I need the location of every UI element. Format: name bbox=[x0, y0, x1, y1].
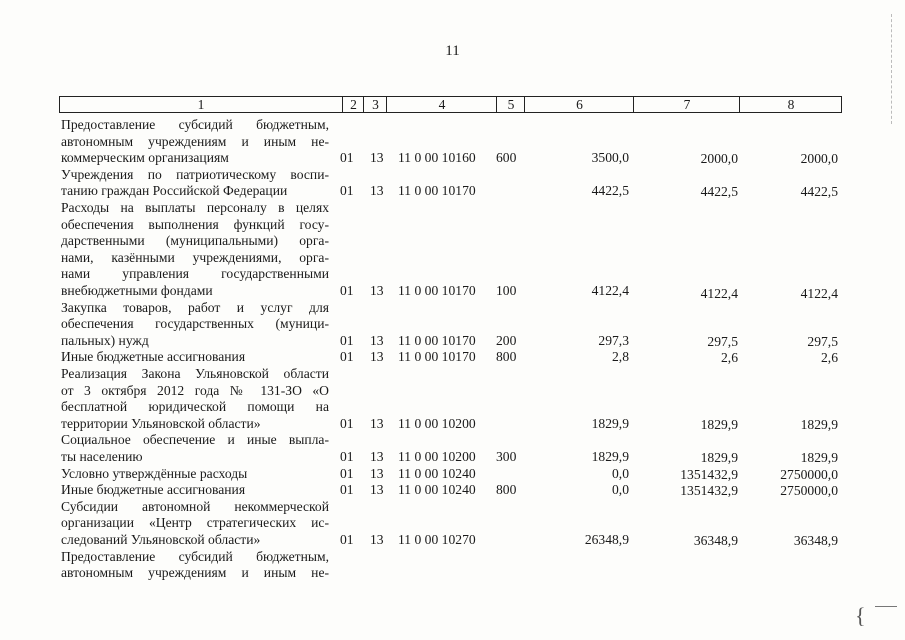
amount-col-8: 2750000,0 bbox=[780, 483, 838, 499]
row-description bbox=[61, 549, 329, 582]
amount-col-8: 36348,9 bbox=[793, 532, 838, 548]
scan-edge bbox=[891, 14, 893, 124]
description-line: территории Ульяновской области» bbox=[61, 415, 261, 431]
subsection-code: 13 bbox=[370, 349, 384, 365]
amount-col-6: 3500,0 bbox=[591, 150, 629, 166]
subsection-code: 13 bbox=[370, 448, 384, 464]
description-line: Предоставление субсидий бюджетным, bbox=[61, 548, 329, 564]
subsection-code: 13 bbox=[370, 183, 384, 199]
expense-type-code: 100 bbox=[496, 283, 517, 298]
amount-col-8: 4122,4 bbox=[800, 286, 838, 301]
description-line: Предоставление субсидий бюджетным, bbox=[61, 117, 329, 132]
row-description bbox=[61, 167, 329, 200]
header-col-2: 2 bbox=[342, 97, 364, 112]
target-article-code: 11 0 00 10160 bbox=[398, 150, 476, 166]
subsection-code: 13 bbox=[370, 482, 384, 498]
amount-col-7: 4422,5 bbox=[700, 184, 738, 200]
amount-col-6: 4122,4 bbox=[591, 283, 629, 298]
header-col-4: 4 bbox=[386, 97, 497, 112]
row-description bbox=[61, 200, 329, 300]
expense-type-code: 200 bbox=[496, 332, 517, 348]
description-line: от 3 октября 2012 года № 131-ЗО «О bbox=[61, 382, 329, 398]
target-article-code: 11 0 00 10240 bbox=[398, 482, 476, 498]
description-line: бесплатной юридической помощи на bbox=[61, 399, 329, 415]
target-article-code: 11 0 00 10170 bbox=[398, 349, 476, 365]
amount-col-6: 1829,9 bbox=[591, 448, 629, 464]
description-line: автономным учреждениям и иным не- bbox=[61, 133, 329, 149]
header-col-8: 8 bbox=[739, 97, 842, 112]
section-code: 01 bbox=[340, 482, 354, 498]
page-number: 11 bbox=[445, 43, 460, 59]
description-line: внебюджетными фондами bbox=[61, 282, 213, 298]
section-code: 01 bbox=[340, 531, 354, 547]
scan-line bbox=[875, 606, 897, 607]
amount-col-6: 0,0 bbox=[612, 482, 629, 498]
target-article-code: 11 0 00 10170 bbox=[398, 332, 476, 348]
description-line: дарственными (муниципальными) орга- bbox=[61, 233, 329, 249]
subsection-code: 13 bbox=[370, 283, 384, 298]
subsection-code: 13 bbox=[370, 150, 384, 166]
description-line: танию граждан Российской Федерации bbox=[61, 183, 288, 199]
amount-col-8: 2000,0 bbox=[800, 151, 838, 167]
description-line: организации «Центр стратегических ис- bbox=[61, 515, 329, 531]
description-line: Расходы на выплаты персоналу в целях bbox=[61, 200, 329, 215]
section-code: 01 bbox=[340, 415, 354, 431]
section-code: 01 bbox=[340, 150, 354, 166]
description-line: Субсидии автономной некоммерческой bbox=[61, 498, 329, 514]
row-description bbox=[61, 466, 329, 483]
section-code: 01 bbox=[340, 349, 354, 365]
header-col-3: 3 bbox=[363, 97, 387, 112]
amount-col-8: 4422,5 bbox=[800, 184, 838, 200]
subsection-code: 13 bbox=[370, 465, 384, 481]
target-article-code: 11 0 00 10270 bbox=[398, 531, 476, 547]
amount-col-8: 1829,9 bbox=[800, 416, 838, 432]
amount-col-7: 4122,4 bbox=[700, 286, 738, 301]
description-line: пальных) нужд bbox=[61, 332, 149, 348]
section-code: 01 bbox=[340, 448, 354, 464]
amount-col-8: 297,5 bbox=[807, 333, 838, 349]
description-line: Условно утверждённые расходы bbox=[61, 465, 248, 481]
amount-col-6: 297,3 bbox=[598, 332, 629, 348]
scan-bracket: { bbox=[855, 603, 866, 628]
row-description bbox=[61, 499, 329, 549]
amount-col-7: 2,6 bbox=[721, 350, 738, 366]
description-line: Закупка товаров, работ и услуг для bbox=[61, 299, 329, 315]
amount-col-7: 1351432,9 bbox=[680, 483, 738, 499]
row-description bbox=[61, 117, 329, 167]
target-article-code: 11 0 00 10170 bbox=[398, 283, 476, 298]
row-description bbox=[61, 349, 329, 366]
row-description bbox=[61, 366, 329, 432]
subsection-code: 13 bbox=[370, 332, 384, 348]
expense-type-code: 600 bbox=[496, 150, 517, 166]
amount-col-6: 4422,5 bbox=[591, 183, 629, 199]
table-header bbox=[59, 96, 842, 113]
expense-type-code: 300 bbox=[496, 448, 517, 464]
header-col-7: 7 bbox=[633, 97, 740, 112]
header-col-1: 1 bbox=[197, 97, 205, 112]
row-description bbox=[61, 432, 329, 465]
description-line: Реализация Закона Ульяновской области bbox=[61, 366, 329, 381]
amount-col-7: 1351432,9 bbox=[680, 466, 738, 482]
description-line: Иные бюджетные ассигнования bbox=[61, 482, 246, 498]
amount-col-6: 0,0 bbox=[612, 465, 629, 481]
description-line: автономным учреждениям и иным не- bbox=[61, 565, 329, 581]
description-line: Социальное обеспечение и иные выпла- bbox=[61, 432, 329, 448]
amount-col-7: 1829,9 bbox=[700, 449, 738, 465]
subsection-code: 13 bbox=[370, 531, 384, 547]
amount-col-6: 2,8 bbox=[612, 349, 629, 365]
description-line: коммерческим организациям bbox=[61, 150, 229, 166]
target-article-code: 11 0 00 10240 bbox=[398, 465, 476, 481]
description-line: обеспечения выполнения функций госу- bbox=[61, 216, 329, 232]
header-col-6: 6 bbox=[524, 97, 634, 112]
row-description bbox=[61, 300, 329, 350]
amount-col-7: 2000,0 bbox=[700, 151, 738, 167]
section-code: 01 bbox=[340, 183, 354, 199]
row-description bbox=[61, 482, 329, 499]
description-line: ты населению bbox=[61, 448, 143, 464]
expense-type-code: 800 bbox=[496, 482, 517, 498]
description-line: следований Ульяновской области» bbox=[61, 531, 261, 547]
amount-col-8: 2,6 bbox=[821, 350, 838, 366]
description-line: нами, казёнными учреждениями, орга- bbox=[61, 249, 329, 265]
expense-type-code: 800 bbox=[496, 349, 517, 365]
subsection-code: 13 bbox=[370, 415, 384, 431]
description-line: обеспечения государственных (муници- bbox=[61, 316, 329, 332]
section-code: 01 bbox=[340, 332, 354, 348]
description-line: Иные бюджетные ассигнования bbox=[61, 349, 246, 365]
section-code: 01 bbox=[340, 465, 354, 481]
amount-col-8: 1829,9 bbox=[800, 449, 838, 465]
description-line: Учреждения по патриотическому воспи- bbox=[61, 166, 329, 182]
target-article-code: 11 0 00 10170 bbox=[398, 183, 476, 199]
amount-col-7: 297,5 bbox=[707, 333, 738, 349]
description-line: нами управления государственными bbox=[61, 266, 329, 282]
amount-col-6: 26348,9 bbox=[584, 531, 629, 547]
amount-col-7: 1829,9 bbox=[700, 416, 738, 432]
target-article-code: 11 0 00 10200 bbox=[398, 415, 476, 431]
target-article-code: 11 0 00 10200 bbox=[398, 448, 476, 464]
amount-col-6: 1829,9 bbox=[591, 415, 629, 431]
amount-col-7: 36348,9 bbox=[693, 532, 738, 548]
section-code: 01 bbox=[340, 283, 354, 298]
header-col-5: 5 bbox=[496, 97, 525, 112]
amount-col-8: 2750000,0 bbox=[780, 466, 838, 482]
